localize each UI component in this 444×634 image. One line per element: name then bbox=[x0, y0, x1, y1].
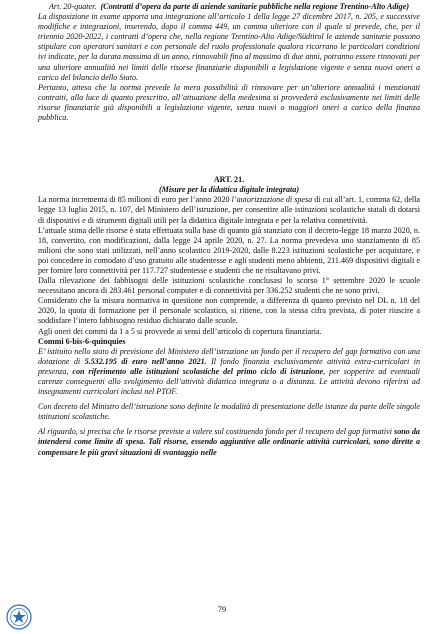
commi-heading: Commi 6-bis-6-quinquies bbox=[38, 336, 126, 346]
art21-subheading: (Misure per la didattica digitale integrata) bbox=[158, 185, 300, 195]
art20-paragraph-2: Pertanto, atteso che la norma prevede la mera possibilità di rinnovare per un’ulteriore annualità i menzionati contratti, alla luce di quanto prescritto, all’attuazione della medesima si provvederà esclusivamente nei limiti delle risorse finanziarie già disponibili a legislazione vigente, senza nuovi o maggiori oneri a carico della finanza pubblica. bbox=[38, 82, 420, 123]
art21-paragraph-3: Dalla rilevazione dei fabbisogni delle istituzioni scolastiche conclusasi lo scorso 1° settembre 2020 le scuole necessitano ancora di 283.461 personal computer e di connettività per 336.252 studenti che ne sono privi. bbox=[38, 276, 420, 296]
art21-paragraph-2: L’attuale stima delle risorse è stata effettuata sulla base di quanto già stanziato con il decreto-legge 18 marzo 2020, n. 18, convertito, con modificazioni, dalla legge 24 aprile 2020, n. 27. La norma prevedeva uno stanziamento di 85 milioni che sono stati utilizzati, nell’anno scolastico 2019-2020, dalle 8.223 istituzioni scolastiche per acquistare, e poi concedere in comodato d’uso gratuito alle studentesse e agli studenti meno abbienti, 211.469 dispositivi digitali e per fornire loro connettività per 117.727 studentesse e studenti che ne risultavano privi. bbox=[38, 225, 420, 275]
art20-heading: (Contratti d’opera da parte di aziende sanitarie pubbliche nella regione Trentino-Alto Adige) bbox=[100, 2, 410, 11]
art20-title bbox=[38, 2, 420, 12]
art20-paragraph-1: La disposizione in esame apporta una integrazione all’articolo 1 della legge 27 dicembre 2017, n. 205, e successive modifiche e integrazioni, inserendo, dopo il comma 449, un comma ulteriore con il quale si prevede, che, per il triennio 2020-2022, i contratti d’opera che, nella regione Trentino-Alto Adige/Südtirol le aziende sanitarie possono stipulare con operatori sanitari e con personale del ruolo professionale qualora ricorrano le particolari condizioni ivi indicate, per la durata massima di un anno, rinnovabili fino al massimo di due anni, potranno essere rinnovati per una ulteriore annualità nei limiti delle risorse finanziarie disponibili a legislazione vigente e senza nuovi oneri a carico del bilancio dello Stato. bbox=[38, 12, 420, 82]
art20-label: Art. 20-quater. bbox=[48, 2, 97, 11]
page-number: 79 bbox=[217, 604, 227, 614]
document-page bbox=[38, 2, 420, 458]
art21-paragraph-8: Al riguardo, si precisa che le risorse previste a valere sul costituendo fondo per il recupero del gap formativi sono da intendersi come limite di spesa. Tali risorse, essendo aggiuntive alle ordinarie attività curricolari, sono dirette a compensare le più gravi situazioni di svantaggio nelle bbox=[38, 427, 420, 457]
art21-paragraph-7: Con decreto del Ministro dell’istruzione sono definite le modalità di presentazione delle istanze da parte delle singole istituzioni scolastiche. bbox=[38, 402, 420, 422]
art21-heading: ART. 21. bbox=[213, 175, 245, 185]
art21-paragraph-4: Considerato che la misura normativa in questione non comprende, a differenza di quanto previsto nel DL n. 18 del 2020, la quota di formazione per il personale scolastico, si ritiene, con la stessa cifra prevista, di poter riuscire a soddisfare l’intero fabbisogno residuo dichiarato dalle scuole. bbox=[38, 296, 420, 326]
art21-paragraph-6: E’ istituito nello stato di previsione del Ministero dell’istruzione un fondo per il recupero del gap formativo con una dotazione di 5.532.195 di euro nell’anno 2021. Il fondo finanzia esclusivamente attività extra-curricolari in presenza, con riferimento alle istituzioni scolastiche del primo ciclo di istruzione, per sopperire ad eventuali carenze conseguenti allo svolgimento dell’attività didattica integrata o a distanza. Le attività devono riferirsi ad insegnamenti curricolari inclusi nel PTOF. bbox=[38, 346, 420, 397]
art21-paragraph-5: Agli oneri dei commi da 1 a 5 si provvede ai sensi dell’articolo di copertura finanziaria. bbox=[38, 326, 322, 336]
art21-paragraph-1: La norma incrementa di 85 milioni di euro per l’anno 2020 l’autorizzazione di spesa di cui all’art. 1, comma 62, della legge 13 luglio 2015, n. 107, del Ministero dell’istruzione, per consentire alle istituzioni scolastiche statali di dotarsi di dispositivi e di strumenti digitali utili per la didattica digitale integrata e per la relativa connettività. bbox=[38, 195, 420, 225]
